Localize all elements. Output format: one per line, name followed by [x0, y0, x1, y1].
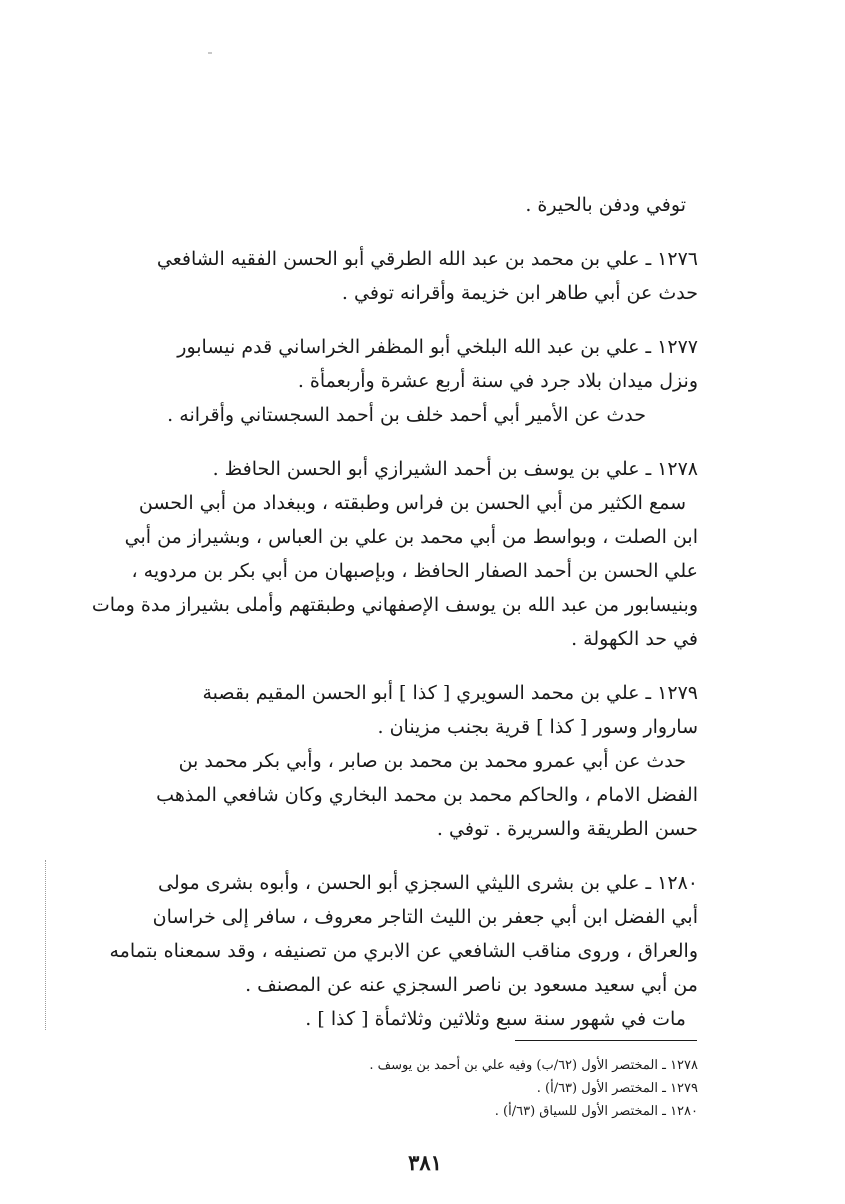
text-line: مات في شهور سنة سبع وثلاثين وثلاثمأة [ كذا ] .: [305, 1008, 686, 1030]
entry-1279-heading: ١٢٧٩ ـ علي بن محمد السويري [ كذا ] أبو الحسن المقيم بقصبة: [202, 682, 698, 704]
text-line: وبنيسابور من عبد الله بن يوسف الإصفهاني وطبقتهم وأملى بشيراز مدة ومات: [91, 594, 698, 616]
text-line: ابن الصلت ، وبواسط من أبي محمد بن علي بن العباس ، وبشيراز من أبي: [124, 526, 698, 548]
text-line: ساروار وسور [ كذا ] قرية بجنب مزينان .: [377, 716, 698, 738]
footnote: ١٢٧٨ ـ المختصر الأول (٦٢/ب) وفيه علي بن أحمد بن يوسف .: [369, 1058, 698, 1073]
text-line: توفي ودفن بالحيرة .: [525, 194, 686, 216]
entry-1280-heading: ١٢٨٠ ـ علي بن بشرى الليثي السجزي أبو الحسن ، وأبوه بشرى مولى: [158, 872, 698, 894]
text-line: من أبي سعيد مسعود بن ناصر السجزي عنه عن المصنف .: [245, 974, 698, 996]
scan-speck: [208, 52, 212, 54]
text-line: حدث عن الأمير أبي أحمد خلف بن أحمد السجستاني وأقرانه .: [167, 404, 646, 426]
footnotes: [300, 1054, 698, 1123]
footnote: ١٢٨٠ ـ المختصر الأول للسياق (٦٣/أ) .: [494, 1104, 698, 1119]
entry-1276-heading: ١٢٧٦ ـ علي بن محمد بن عبد الله الطرقي أبو الحسن الفقيه الشافعي: [156, 248, 698, 270]
entry-1277-heading: ١٢٧٧ ـ علي بن عبد الله البلخي أبو المظفر الخراساني قدم نيسابور: [177, 336, 698, 358]
text-line: حدث عن أبي عمرو محمد بن محمد بن صابر ، وأبي بكر محمد بن: [178, 750, 686, 772]
margin-mark: [45, 860, 48, 1030]
text-line: حدث عن أبي طاهر ابن خزيمة وأقرانه توفي .: [341, 282, 698, 304]
text-line: في حد الكهولة .: [571, 628, 698, 650]
footnote: ١٢٧٩ ـ المختصر الأول (٦٣/أ) .: [536, 1081, 698, 1096]
text-line: حسن الطريقة والسريرة . توفي .: [436, 818, 698, 840]
text-line: ونزل ميدان بلاد جرد في سنة أربع عشرة وأربعمأة .: [297, 370, 698, 392]
text-line: الفضل الامام ، والحاكم محمد بن محمد البخاري وكان شافعي المذهب: [156, 784, 698, 806]
text-line: سمع الكثير من أبي الحسن بن فراس وطبقته ، وببغداد من أبي الحسن: [138, 492, 686, 514]
text-line: أبي الفضل ابن أبي جعفر بن الليث التاجر معروف ، سافر إلى خراسان: [152, 906, 698, 928]
text-line: علي الحسن بن أحمد الصفار الحافظ ، وبإصبهان من أبي بكر بن مردويه ،: [131, 560, 698, 582]
text-line: والعراق ، وروى مناقب الشافعي عن الابري من تصنيفه ، وقد سمعناه بتمامه: [109, 940, 698, 962]
footnote-divider: [515, 1040, 697, 1041]
page-number: ٣٨١: [408, 1150, 442, 1175]
main-text: [91, 188, 698, 1036]
entry-1278-heading: ١٢٧٨ ـ علي بن يوسف بن أحمد الشيرازي أبو الحسن الحافظ .: [212, 458, 698, 480]
